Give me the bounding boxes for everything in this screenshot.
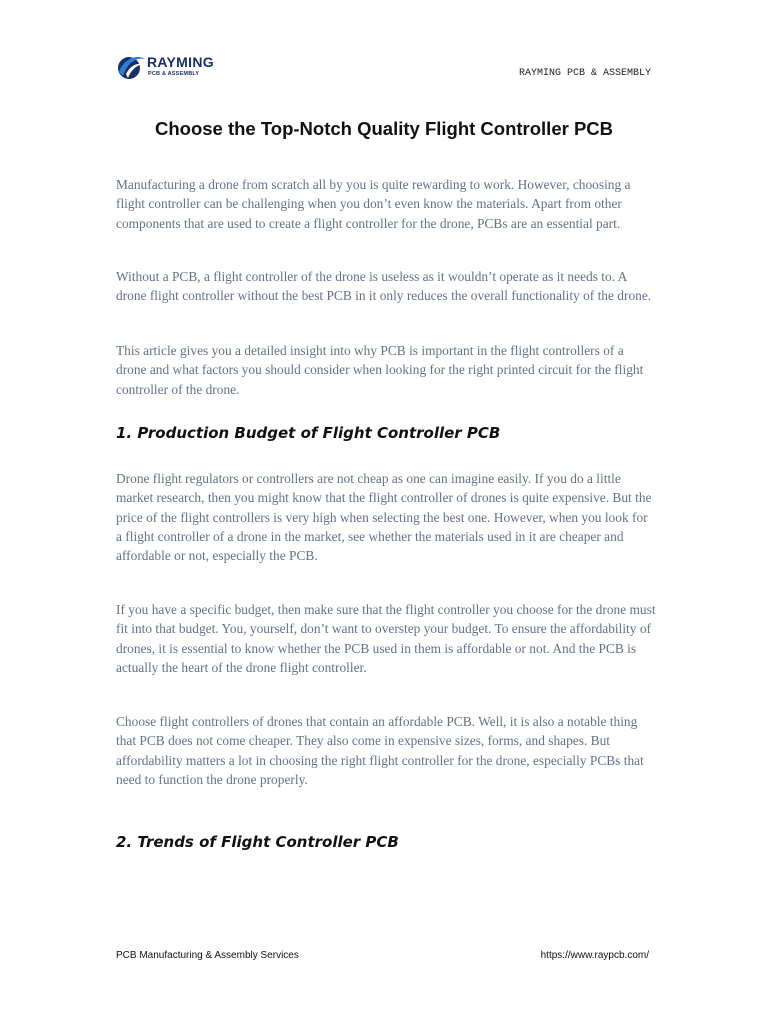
logo-tagline: PCB & ASSEMBLY	[148, 71, 200, 77]
logo-name: RAYMING	[147, 54, 214, 70]
intro-paragraph-3: This article gives you a detailed insight into why PCB is important in the flight controllers of a drone and what factors you should consider when looking for the right printed circuit for the flight controller of the drone.	[116, 343, 644, 397]
section-1-paragraph-2: If you have a specific budget, then make sure that the flight controller you choose for the drone must fit into that budget. You, yourself, don’t want to overstep your budget. To ensure the affordability of drones, it is essential to know whether the PCB used in them is affordable or not. And the PCB is actually the heart of the drone flight controller.	[116, 602, 656, 675]
page-title: Choose the Top-Notch Quality Flight Controller PCB	[154, 118, 614, 139]
intro-paragraph-2: Without a PCB, a flight controller of the drone is useless as it wouldn’t operate as it needs to. A drone flight controller without the best PCB in it only reduces the overall functionality of the drone.	[116, 269, 652, 304]
section-1-paragraph-3: Choose flight controllers of drones that contain an affordable PCB. Well, it is also a notable thing that PCB does not come cheaper. They also come in expensive sizes, forms, and shapes. But affordability matters a lot in choosing the right flight controller for the drone, especially PCBs that need to function the drone properly.	[116, 714, 644, 787]
rayming-logo	[116, 52, 226, 82]
section-heading-2: 2. Trends of Flight Controller PCB	[116, 833, 399, 851]
rayming-swoosh-icon	[116, 52, 146, 82]
section-1-paragraph-1: Drone flight regulators or controllers are not cheap as one can imagine easily. If you do a little market research, then you might know that the flight controller of drones is quite expensive. But the price of the flight controllers is very high when selecting the best one. However, when you look for a flight controller of a drone in the market, see whether the materials used in it are cheaper and affordable or not, especially the PCB.	[116, 471, 652, 564]
section-heading-1: 1. Production Budget of Flight Controller PCB	[116, 424, 501, 442]
running-header: RAYMING PCB & ASSEMBLY	[518, 68, 651, 79]
intro-paragraph-1: Manufacturing a drone from scratch all by you is quite rewarding to work. However, choosing a flight controller can be challenging when you don’t even know the materials. Apart from other components that are used to create a flight controller for the drone, PCBs are an essential part.	[116, 177, 631, 231]
footer-url: https://www.raypcb.com/	[540, 950, 649, 961]
footer-services: PCB Manufacturing & Assembly Services	[116, 950, 299, 961]
